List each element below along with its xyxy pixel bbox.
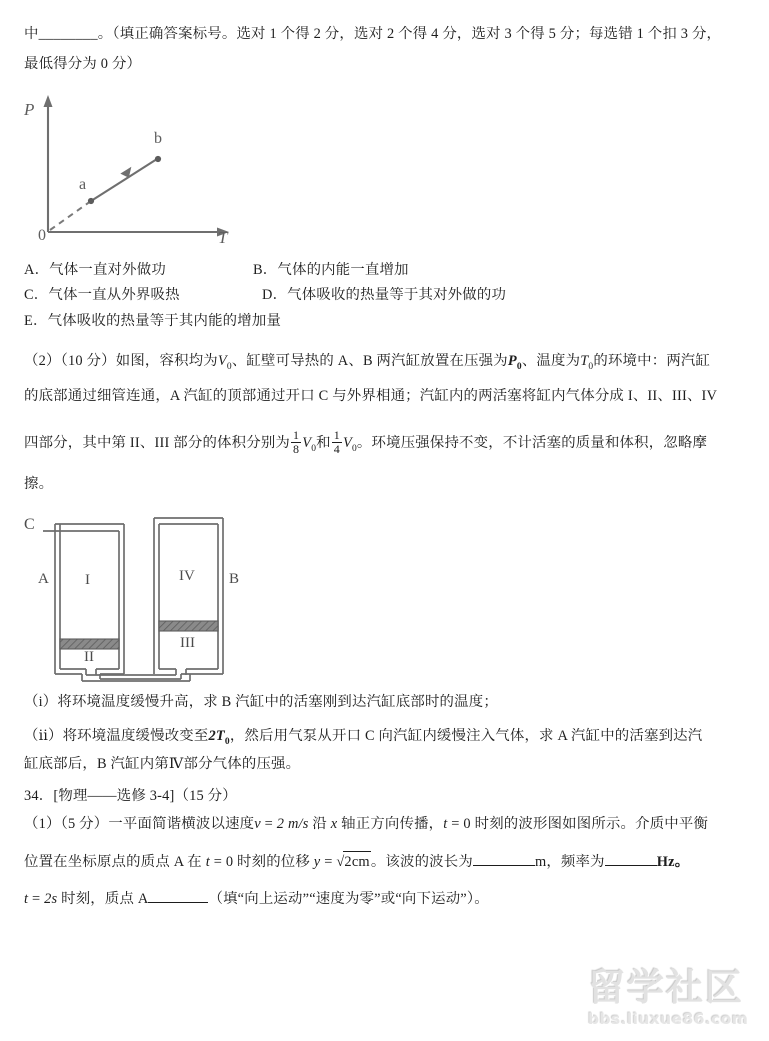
q34-p1-l3-seg2: （填“向上运动”“速度为零”或“向下运动”）。 xyxy=(208,891,489,907)
q33p2-sub-ii-temp-sub: 0 xyxy=(224,736,230,747)
q33p2-line4-text: 擦。 xyxy=(24,476,54,492)
q33p2-temp-T: T xyxy=(580,353,589,369)
q33p2-sub-ii-temp-2T: 2T xyxy=(208,728,225,744)
q33p2-frac1-var-V: V xyxy=(302,435,312,452)
watermark-url-text: bbs.liuxue86.com xyxy=(588,1010,749,1028)
q34-time-equals-1: = xyxy=(447,816,464,832)
q34-sqrt-radicand: 2cm xyxy=(343,851,370,872)
q33p2-subquestion-ii-line2 xyxy=(24,754,300,774)
q33p2-volume-sub: 0 xyxy=(226,361,232,372)
q34-time-value-3: 2s xyxy=(44,891,58,907)
q33p2-line1-seg1: （2）（10 分）如图，容积均为 xyxy=(24,353,218,369)
q33-fill-instruction-line2 xyxy=(24,54,141,74)
q33p2-line3-seg2: 。环境压强保持不变，不计活塞的质量和体积，忽略摩 xyxy=(356,435,708,452)
q34-p1-l1-seg3: 轴正方向传播， xyxy=(337,816,444,832)
q34-velocity-equals: = xyxy=(260,816,277,832)
pt-x-axis-label: T xyxy=(218,228,228,247)
q33p2-frac2 xyxy=(332,429,342,455)
region-2-label: II xyxy=(84,649,94,665)
q33p2-fraction-one-eighth xyxy=(290,429,316,459)
q34-part1-line2 xyxy=(24,851,689,872)
q33-option-c xyxy=(24,285,180,305)
q34-time-equals-2: = xyxy=(209,854,226,870)
q33p2-temp-symbol xyxy=(580,353,594,372)
q33-option-c-text: C．气体一直从外界吸热 xyxy=(24,287,180,303)
q33p2-temp-sub: 0 xyxy=(588,361,594,372)
pt-point-b-marker xyxy=(155,156,161,162)
q34-time-value-2: 0 xyxy=(225,854,234,870)
q34-velocity-symbol: v xyxy=(254,816,261,832)
q33p2-subquestion-ii xyxy=(24,726,702,752)
q33-option-d-text: D．气体吸收的热量等于其对外做的功 xyxy=(262,287,507,303)
pt-point-b-label: b xyxy=(154,130,162,147)
q33p2-frac1 xyxy=(291,429,301,455)
wavelength-answer-blank[interactable] xyxy=(473,852,535,866)
pt-process-line-ab xyxy=(91,159,157,201)
site-watermark xyxy=(588,966,764,1036)
q33p2-paragraph-line1 xyxy=(24,351,710,377)
q33-instruction-text-1: 中________。（填正确答案标号。选对 1 个得 2 分，选对 2 个得 4 分，选对 3 个得 5 分；每选错 1 个扣 3 分， xyxy=(24,26,722,42)
q34-part1-line1 xyxy=(24,814,708,834)
region-4-label: IV xyxy=(179,568,195,584)
q33p2-line3-seg1: 四部分，其中第 II、III 部分的体积分别为 xyxy=(24,435,291,452)
q33p2-line1-seg3: 、温度为 xyxy=(521,353,581,369)
q34-p1-l1-seg2: 沿 xyxy=(308,816,331,832)
q33p2-frac2-var-sub: 0 xyxy=(351,444,357,455)
q33p2-frac2-denominator: 4 xyxy=(333,441,340,456)
q34-p1-l2-seg3: 。该波的波长为 xyxy=(370,854,473,870)
pt-origin-label: 0 xyxy=(38,227,46,244)
watermark-main-text: 留学社区 xyxy=(588,966,744,1009)
q33-option-a xyxy=(24,260,166,280)
q33-option-b xyxy=(253,260,409,280)
q33-option-a-text: A．气体一直对外做功 xyxy=(24,262,166,278)
q34-p1-l1-seg4: 时刻的波形图如图所示。介质中平衡 xyxy=(470,816,709,832)
cylinder-apparatus-svg xyxy=(24,508,256,688)
pt-y-axis-arrowhead xyxy=(44,95,53,107)
q34-sqrt-sign: √ xyxy=(336,854,345,870)
q33p2-frac1-denominator: 8 xyxy=(293,441,300,456)
q34-part1-line3 xyxy=(24,889,489,909)
region-1-label: I xyxy=(85,572,90,588)
q33-option-e xyxy=(24,311,281,331)
q34-time-symbol-2: t xyxy=(205,854,210,870)
q33p2-sub-ii-seg2: ，然后用气泵从开口 C 向汽缸内缓慢注入气体，求 A 汽缸中的活塞到达汽 xyxy=(229,728,703,744)
pt-point-a-marker xyxy=(88,198,94,204)
q33-option-e-text: E．气体吸收的热量等于其内能的增加量 xyxy=(24,313,282,329)
q33p2-pressure-symbol xyxy=(507,353,522,372)
q34-unit-m: m，频率为 xyxy=(534,854,605,870)
q33p2-frac2-numerator: 1 xyxy=(333,428,340,442)
q34-velocity-value: 2 m/s xyxy=(276,816,309,832)
q34-heading-text: 34．[物理——选修 3-4]（15 分） xyxy=(24,788,237,804)
q33p2-sub-i-text: （i）将环境温度缓慢升高，求 B 汽缸中的活塞刚到达汽缸底部时的温度； xyxy=(24,694,498,710)
q33p2-line1-seg2: 、缸壁可导热的 A、B 两汽缸放置在压强为 xyxy=(231,353,508,369)
frequency-answer-blank[interactable] xyxy=(605,852,657,866)
q34-p1-l2-seg1: 位置在坐标原点的质点 A 在 xyxy=(24,854,206,870)
q33p2-line3-and: 和 xyxy=(316,435,331,452)
q33p2-pressure-sub: 0 xyxy=(516,361,522,372)
region-3-label: III xyxy=(180,635,195,651)
q34-time-value-1: 0 xyxy=(463,816,471,832)
q34-displacement-symbol: y xyxy=(313,854,321,870)
q33p2-paragraph-line3 xyxy=(24,429,707,459)
cylinder-apparatus-figure xyxy=(24,508,256,688)
q33p2-frac1-variable xyxy=(302,435,317,455)
pt-diagram-figure xyxy=(22,82,257,250)
q34-unit-hz: Hz。 xyxy=(656,854,690,870)
pt-y-axis-label: P xyxy=(24,100,35,119)
q33p2-sub-ii-seg1: （ⅱ）将环境温度缓慢改变至 xyxy=(24,728,209,744)
q33p2-volume-symbol xyxy=(217,353,232,372)
q34-time-symbol-1: t xyxy=(443,816,448,832)
q34-time-symbol-3: t xyxy=(24,891,29,907)
pt-diagram-svg xyxy=(22,82,257,250)
q33p2-frac1-numerator: 1 xyxy=(293,428,300,442)
piston-in-cylinder-b xyxy=(159,621,218,631)
q33p2-frac1-var-sub: 0 xyxy=(311,444,317,455)
q33-fill-instruction-line1 xyxy=(24,24,721,44)
cylinder-b-label: B xyxy=(229,571,240,587)
q33p2-line2-text: 的底部通过细管连通，A 汽缸的顶部通过开口 C 与外界相通；汽缸内的两活塞将缸内气体分成 I、II、III、IV xyxy=(24,388,718,404)
cylinder-a-label: A xyxy=(38,571,49,587)
q33-instruction-text-2: 最低得分为 0 分） xyxy=(24,56,142,72)
q33p2-fraction-one-quarter xyxy=(331,429,357,459)
q34-p1-l3-seg1: 时刻，质点 A xyxy=(57,891,149,907)
motion-direction-answer-blank[interactable] xyxy=(148,889,208,903)
q33p2-sub-ii-temp-value xyxy=(208,728,230,747)
pt-point-a-label: a xyxy=(79,176,87,193)
q33-option-d xyxy=(262,285,506,305)
q33p2-volume-V: V xyxy=(217,353,227,369)
q33p2-paragraph-line2 xyxy=(24,386,717,406)
cylinder-opening-c-label: C xyxy=(24,516,35,533)
q33-option-b-text: B．气体的内能一直增加 xyxy=(253,262,409,278)
q33p2-frac2-var-V: V xyxy=(342,435,352,452)
piston-in-cylinder-a xyxy=(60,639,119,649)
q33p2-paragraph-line4 xyxy=(24,474,53,494)
q33p2-sub-ii-line2-text: 缸底部后，B 汽缸内第Ⅳ部分气体的压强。 xyxy=(24,756,301,772)
q34-heading xyxy=(24,786,237,806)
pt-dashed-extension-line xyxy=(50,201,91,230)
q34-x-axis-symbol: x xyxy=(330,816,338,832)
q33p2-frac2-variable xyxy=(342,435,357,455)
q33p2-subquestion-i xyxy=(24,692,498,712)
q34-displacement-equals: = xyxy=(320,854,337,870)
q33p2-line1-seg4: 的环境中：两汽缸 xyxy=(593,353,711,369)
q34-p1-l2-seg2: 时刻的位移 xyxy=(233,854,314,870)
q33p2-pressure-P: P xyxy=(507,353,517,369)
q34-p1-l1-seg1: （1）（5 分）一平面简谐横波以速度 xyxy=(24,816,255,832)
q34-time-equals-3: = xyxy=(28,891,45,907)
